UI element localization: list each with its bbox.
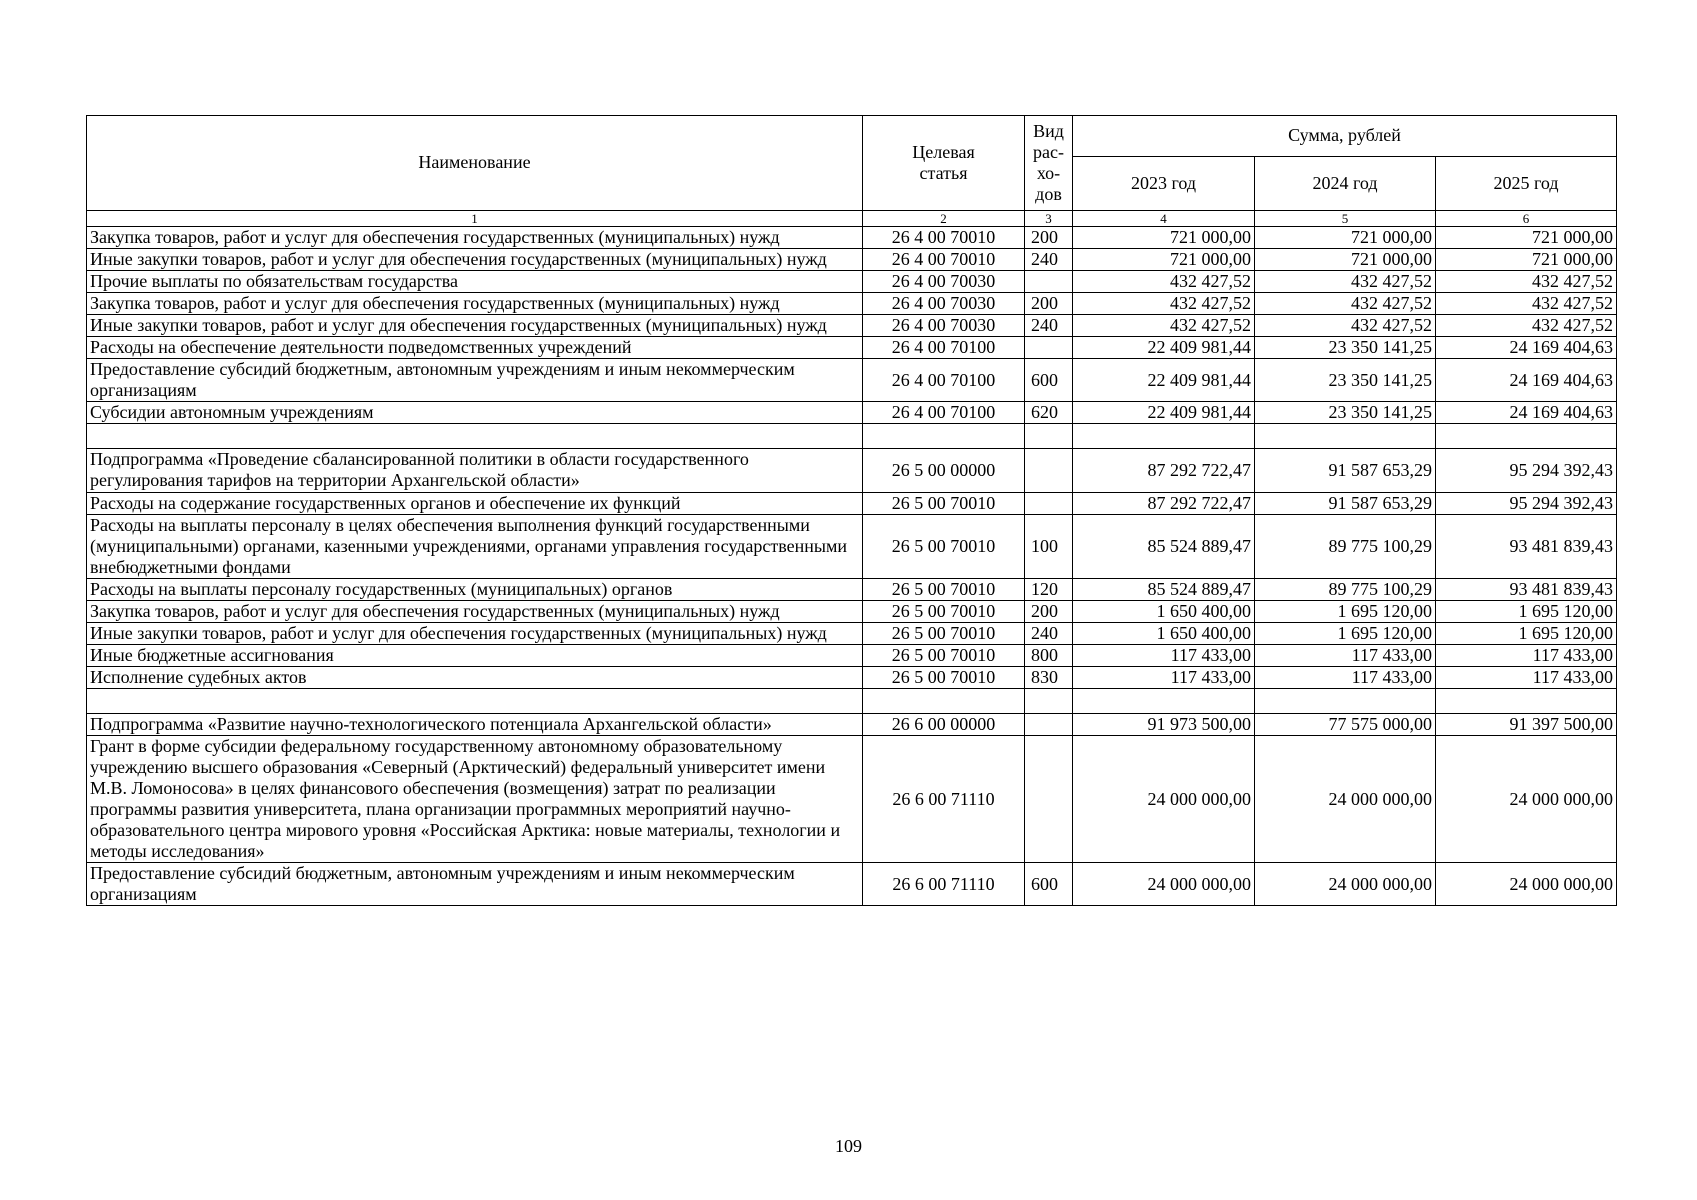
row-expense-kind: 200 <box>1025 227 1073 249</box>
row-amount-2023: 721 000,00 <box>1073 227 1255 249</box>
row-target-article: 26 6 00 00000 <box>863 713 1025 735</box>
empty-cell <box>863 424 1025 449</box>
row-amount-2025: 432 427,52 <box>1436 271 1617 293</box>
row-target-article: 26 5 00 70010 <box>863 514 1025 578</box>
row-amount-2025: 721 000,00 <box>1436 227 1617 249</box>
row-amount-2023: 721 000,00 <box>1073 249 1255 271</box>
row-amount-2023: 117 433,00 <box>1073 666 1255 688</box>
row-amount-2024: 117 433,00 <box>1255 644 1436 666</box>
row-target-article: 26 5 00 00000 <box>863 449 1025 492</box>
row-name: Расходы на содержание государственных органов и обеспечение их функций <box>87 492 863 514</box>
row-expense-kind <box>1025 271 1073 293</box>
table-row <box>87 622 1617 644</box>
row-name: Подпрограмма «Развитие научно-технологического потенциала Архангельской области» <box>87 713 863 735</box>
row-expense-kind: 200 <box>1025 600 1073 622</box>
row-amount-2024: 432 427,52 <box>1255 271 1436 293</box>
row-target-article: 26 4 00 70030 <box>863 315 1025 337</box>
table-row <box>87 644 1617 666</box>
row-amount-2024: 721 000,00 <box>1255 227 1436 249</box>
row-name: Расходы на выплаты персоналу государственных (муниципальных) органов <box>87 578 863 600</box>
row-amount-2023: 22 409 981,44 <box>1073 337 1255 359</box>
row-expense-kind <box>1025 735 1073 862</box>
table-row <box>87 402 1617 424</box>
empty-cell <box>1436 424 1617 449</box>
table-body <box>87 227 1617 906</box>
spacer-row <box>87 688 1617 713</box>
row-target-article: 26 5 00 70010 <box>863 644 1025 666</box>
row-amount-2024: 1 695 120,00 <box>1255 622 1436 644</box>
row-amount-2025: 95 294 392,43 <box>1436 449 1617 492</box>
column-number: 3 <box>1025 211 1073 227</box>
row-amount-2025: 432 427,52 <box>1436 293 1617 315</box>
row-amount-2023: 1 650 400,00 <box>1073 600 1255 622</box>
row-expense-kind: 830 <box>1025 666 1073 688</box>
row-target-article: 26 5 00 70010 <box>863 492 1025 514</box>
row-name: Предоставление субсидий бюджетным, автономным учреждениям и иным некоммерческим организациям <box>87 863 863 906</box>
empty-cell <box>1436 688 1617 713</box>
row-expense-kind: 600 <box>1025 863 1073 906</box>
row-expense-kind <box>1025 713 1073 735</box>
row-amount-2023: 1 650 400,00 <box>1073 622 1255 644</box>
table-row <box>87 735 1617 862</box>
row-amount-2024: 117 433,00 <box>1255 666 1436 688</box>
table-row <box>87 863 1617 906</box>
row-amount-2024: 23 350 141,25 <box>1255 337 1436 359</box>
row-expense-kind <box>1025 492 1073 514</box>
row-expense-kind: 600 <box>1025 359 1073 402</box>
row-expense-kind: 800 <box>1025 644 1073 666</box>
header-kind-line3: хо- <box>1036 163 1061 183</box>
row-amount-2023: 91 973 500,00 <box>1073 713 1255 735</box>
header-year-2024: 2024 год <box>1255 157 1436 211</box>
row-amount-2025: 24 169 404,63 <box>1436 402 1617 424</box>
header-kind-line2: рас- <box>1033 141 1064 162</box>
row-expense-kind: 620 <box>1025 402 1073 424</box>
row-name: Закупка товаров, работ и услуг для обеспечения государственных (муниципальных) нужд <box>87 227 863 249</box>
row-expense-kind: 240 <box>1025 249 1073 271</box>
header-kind-line4: дов <box>1035 184 1062 205</box>
row-target-article: 26 5 00 70010 <box>863 622 1025 644</box>
row-amount-2025: 1 695 120,00 <box>1436 622 1617 644</box>
subprogram-row <box>87 449 1617 492</box>
empty-cell <box>1025 424 1073 449</box>
empty-cell <box>87 424 863 449</box>
row-name: Закупка товаров, работ и услуг для обеспечения государственных (муниципальных) нужд <box>87 600 863 622</box>
row-name: Расходы на обеспечение деятельности подведомственных учреждений <box>87 337 863 359</box>
row-amount-2023: 432 427,52 <box>1073 315 1255 337</box>
row-target-article: 26 4 00 70030 <box>863 271 1025 293</box>
table-row <box>87 578 1617 600</box>
row-amount-2024: 432 427,52 <box>1255 315 1436 337</box>
row-expense-kind: 240 <box>1025 622 1073 644</box>
table-row <box>87 315 1617 337</box>
header-target-article-line1: Целевая <box>912 141 975 162</box>
row-target-article: 26 4 00 70100 <box>863 337 1025 359</box>
table-row <box>87 514 1617 578</box>
row-expense-kind <box>1025 337 1073 359</box>
row-amount-2023: 24 000 000,00 <box>1073 863 1255 906</box>
table-row <box>87 249 1617 271</box>
row-amount-2023: 87 292 722,47 <box>1073 492 1255 514</box>
row-target-article: 26 5 00 70010 <box>863 578 1025 600</box>
table-row <box>87 293 1617 315</box>
row-name: Расходы на выплаты персоналу в целях обеспечения выполнения функций государственными (муниципальными) органами, казенными учреждениями, органами управления государственными внебюджетными фондами <box>87 514 863 578</box>
row-amount-2023: 85 524 889,47 <box>1073 578 1255 600</box>
empty-cell <box>1255 424 1436 449</box>
row-target-article: 26 6 00 71110 <box>863 735 1025 862</box>
column-number: 5 <box>1255 211 1436 227</box>
row-amount-2025: 24 169 404,63 <box>1436 337 1617 359</box>
row-target-article: 26 4 00 70030 <box>863 293 1025 315</box>
empty-cell <box>1025 688 1073 713</box>
row-target-article: 26 5 00 70010 <box>863 600 1025 622</box>
row-amount-2023: 432 427,52 <box>1073 293 1255 315</box>
row-amount-2025: 24 000 000,00 <box>1436 863 1617 906</box>
row-amount-2025: 93 481 839,43 <box>1436 514 1617 578</box>
row-expense-kind: 100 <box>1025 514 1073 578</box>
table-row <box>87 359 1617 402</box>
empty-cell <box>1073 424 1255 449</box>
header-sum: Сумма, рублей <box>1073 116 1617 157</box>
table-row <box>87 492 1617 514</box>
row-amount-2023: 22 409 981,44 <box>1073 402 1255 424</box>
row-expense-kind <box>1025 449 1073 492</box>
empty-cell <box>1255 688 1436 713</box>
budget-table <box>86 115 1617 906</box>
row-name: Грант в форме субсидии федеральному государственному автономному образовательному учреждению высшего образования «Северный (Арктический) федеральный университет имени М.В. Ломоносова» в целях финансового обеспечения (возмещения) затрат по реализации программы развития университета, плана организации программных мероприятий научно-образовательного центра мирового уровня «Российская Арктика: новые материалы, технологии и методы исследования» <box>87 735 863 862</box>
row-target-article: 26 6 00 71110 <box>863 863 1025 906</box>
row-amount-2023: 87 292 722,47 <box>1073 449 1255 492</box>
row-name: Иные закупки товаров, работ и услуг для обеспечения государственных (муниципальных) нужд <box>87 622 863 644</box>
header-name: Наименование <box>87 116 863 211</box>
row-name: Иные закупки товаров, работ и услуг для обеспечения государственных (муниципальных) нужд <box>87 249 863 271</box>
header-kind-line1: Вид <box>1033 120 1064 141</box>
spacer-row <box>87 424 1617 449</box>
row-name: Иные закупки товаров, работ и услуг для обеспечения государственных (муниципальных) нужд <box>87 315 863 337</box>
header-target-article <box>863 116 1025 211</box>
row-amount-2024: 24 000 000,00 <box>1255 735 1436 862</box>
row-target-article: 26 4 00 70010 <box>863 227 1025 249</box>
row-amount-2025: 432 427,52 <box>1436 315 1617 337</box>
row-expense-kind: 240 <box>1025 315 1073 337</box>
row-name: Иные бюджетные ассигнования <box>87 644 863 666</box>
subprogram-row <box>87 713 1617 735</box>
row-amount-2024: 91 587 653,29 <box>1255 449 1436 492</box>
row-amount-2024: 1 695 120,00 <box>1255 600 1436 622</box>
row-amount-2024: 23 350 141,25 <box>1255 359 1436 402</box>
column-number: 2 <box>863 211 1025 227</box>
empty-cell <box>87 688 863 713</box>
column-number: 1 <box>87 211 863 227</box>
row-name: Субсидии автономным учреждениям <box>87 402 863 424</box>
row-amount-2025: 95 294 392,43 <box>1436 492 1617 514</box>
row-target-article: 26 4 00 70010 <box>863 249 1025 271</box>
header-year-2025: 2025 год <box>1436 157 1617 211</box>
row-amount-2025: 91 397 500,00 <box>1436 713 1617 735</box>
row-amount-2024: 91 587 653,29 <box>1255 492 1436 514</box>
empty-cell <box>1073 688 1255 713</box>
column-number: 6 <box>1436 211 1617 227</box>
row-expense-kind: 200 <box>1025 293 1073 315</box>
row-name: Подпрограмма «Проведение сбалансированной политики в области государственного регулирования тарифов на территории Архангельской области» <box>87 449 863 492</box>
row-amount-2024: 89 775 100,29 <box>1255 514 1436 578</box>
row-name: Закупка товаров, работ и услуг для обеспечения государственных (муниципальных) нужд <box>87 293 863 315</box>
row-amount-2023: 432 427,52 <box>1073 271 1255 293</box>
row-amount-2025: 117 433,00 <box>1436 644 1617 666</box>
header-target-article-line2: статья <box>919 163 968 183</box>
row-amount-2023: 22 409 981,44 <box>1073 359 1255 402</box>
table-row <box>87 337 1617 359</box>
row-amount-2024: 23 350 141,25 <box>1255 402 1436 424</box>
row-amount-2025: 93 481 839,43 <box>1436 578 1617 600</box>
row-target-article: 26 4 00 70100 <box>863 402 1025 424</box>
table-row <box>87 271 1617 293</box>
row-amount-2025: 1 695 120,00 <box>1436 600 1617 622</box>
column-number-row <box>87 211 1617 227</box>
row-amount-2023: 117 433,00 <box>1073 644 1255 666</box>
row-amount-2025: 24 000 000,00 <box>1436 735 1617 862</box>
row-amount-2025: 117 433,00 <box>1436 666 1617 688</box>
row-amount-2024: 24 000 000,00 <box>1255 863 1436 906</box>
row-target-article: 26 5 00 70010 <box>863 666 1025 688</box>
row-amount-2023: 24 000 000,00 <box>1073 735 1255 862</box>
row-amount-2025: 24 169 404,63 <box>1436 359 1617 402</box>
header-year-2023: 2023 год <box>1073 157 1255 211</box>
row-amount-2023: 85 524 889,47 <box>1073 514 1255 578</box>
table-row <box>87 227 1617 249</box>
table-row <box>87 600 1617 622</box>
row-expense-kind: 120 <box>1025 578 1073 600</box>
empty-cell <box>863 688 1025 713</box>
row-amount-2025: 721 000,00 <box>1436 249 1617 271</box>
row-name: Прочие выплаты по обязательствам государства <box>87 271 863 293</box>
row-name: Предоставление субсидий бюджетным, автономным учреждениям и иным некоммерческим организациям <box>87 359 863 402</box>
table-row <box>87 666 1617 688</box>
row-amount-2024: 432 427,52 <box>1255 293 1436 315</box>
row-amount-2024: 77 575 000,00 <box>1255 713 1436 735</box>
row-name: Исполнение судебных актов <box>87 666 863 688</box>
row-amount-2024: 89 775 100,29 <box>1255 578 1436 600</box>
header-kind <box>1025 116 1073 211</box>
table-header <box>87 116 1617 227</box>
page-number: 109 <box>835 1136 862 1156</box>
column-number: 4 <box>1073 211 1255 227</box>
row-amount-2024: 721 000,00 <box>1255 249 1436 271</box>
row-target-article: 26 4 00 70100 <box>863 359 1025 402</box>
